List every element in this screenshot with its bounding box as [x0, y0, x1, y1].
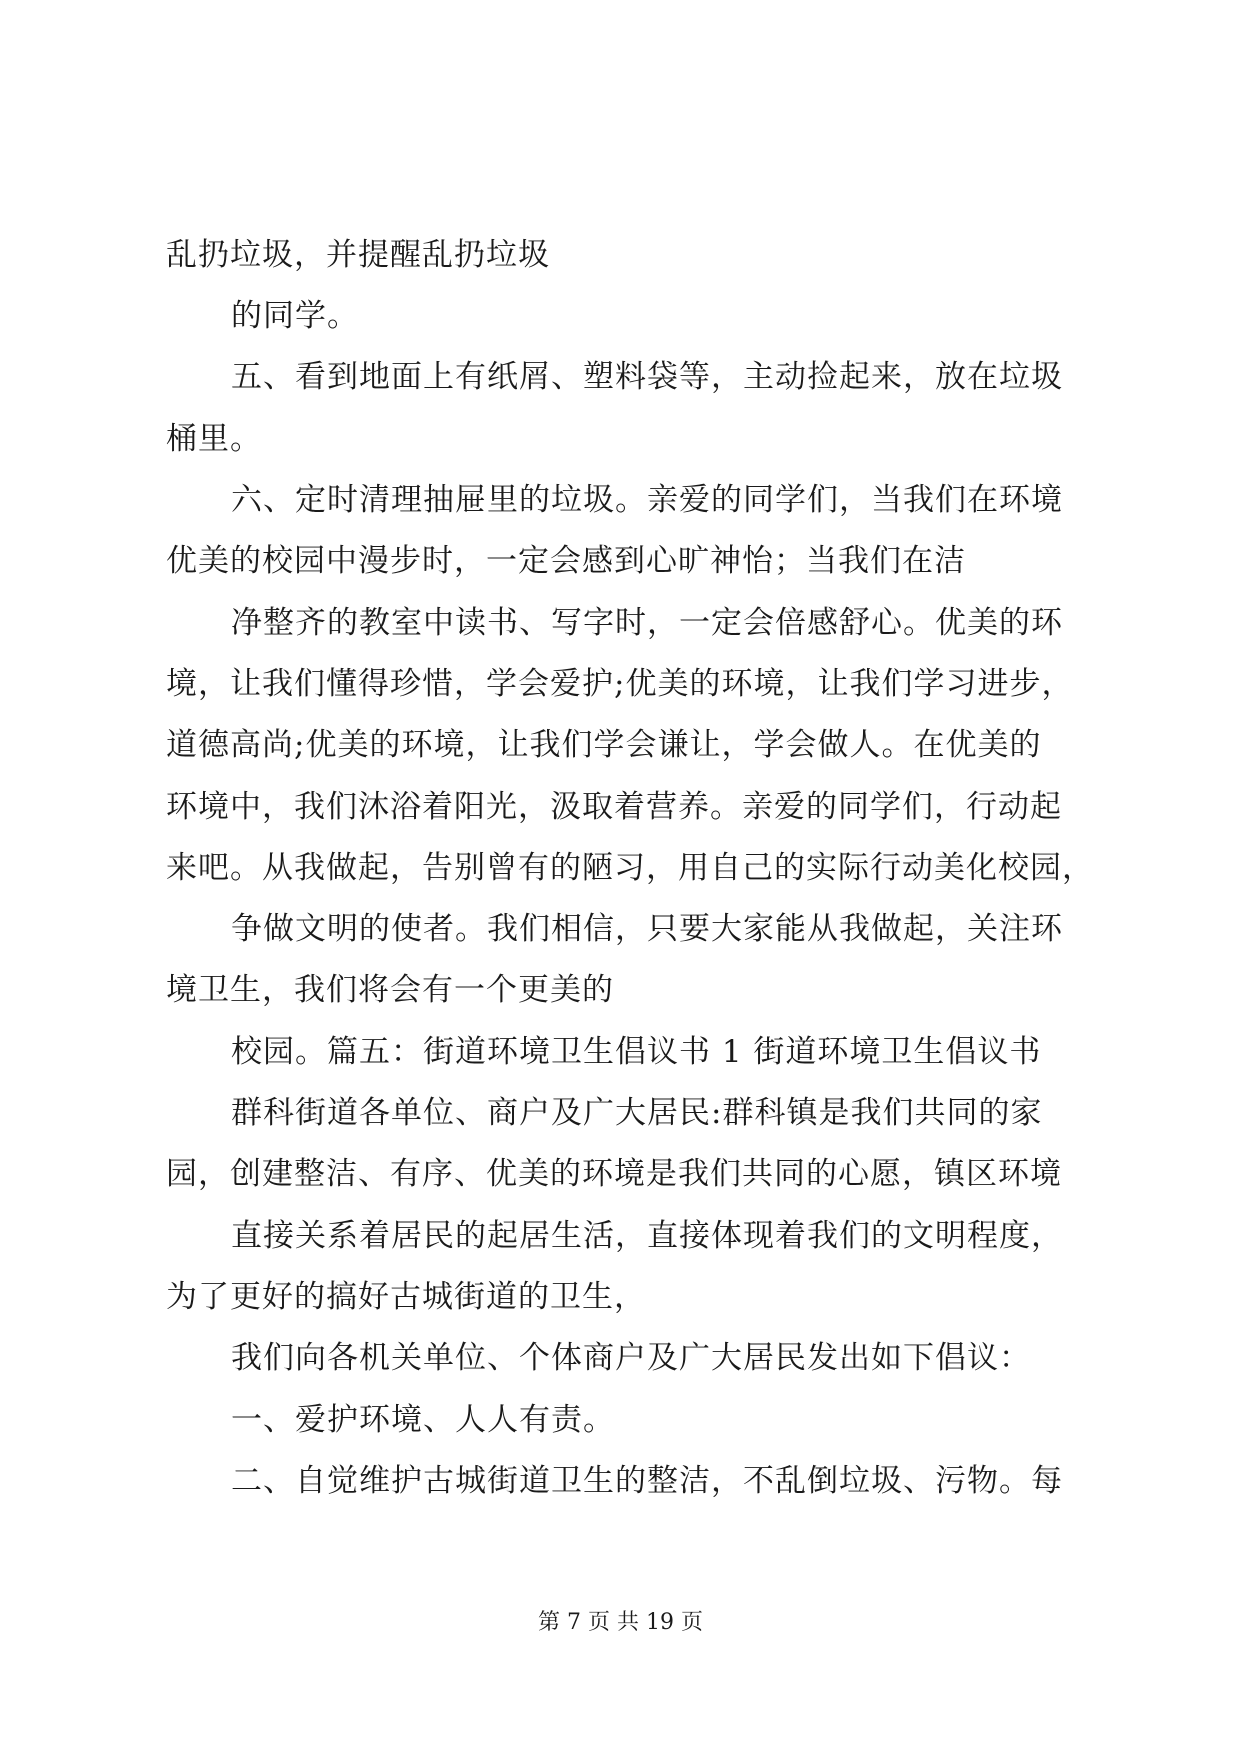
text-line: 优美的校园中漫步时，一定会感到心旷神怡；当我们在洁 — [166, 543, 966, 579]
text-line: 净整齐的教室中读书、写字时，一定会倍感舒心。优美的环 — [231, 605, 1063, 641]
page-number-footer: 第 7 页 共 19 页 — [538, 1610, 703, 1635]
text-line: 五、看到地面上有纸屑、塑料袋等，主动捡起来，放在垃圾 — [231, 359, 1063, 395]
text-line: 乱扔垃圾，并提醒乱扔垃圾 — [166, 237, 550, 273]
text-line: 桶里。 — [166, 421, 262, 457]
text-line: 园，创建整洁、有序、优美的环境是我们共同的心愿，镇区环境 — [166, 1156, 1062, 1192]
text-line: 环境中，我们沐浴着阳光，汲取着营养。亲爱的同学们，行动起 — [166, 789, 1062, 825]
text-line: 为了更好的搞好古城街道的卫生， — [166, 1279, 646, 1315]
text-line: 境卫生，我们将会有一个更美的 — [166, 972, 614, 1008]
text-line: 六、定时清理抽屉里的垃圾。亲爱的同学们，当我们在环境 — [231, 482, 1063, 518]
text-line: 的同学。 — [231, 298, 359, 334]
text-line: 来吧。从我做起，告别曾有的陋习，用自己的实际行动美化校园， — [166, 850, 1094, 886]
text-line: 群科街道各单位、商户及广大居民:群科镇是我们共同的家 — [231, 1095, 1043, 1131]
text-line: 道德高尚;优美的环境，让我们学会谦让，学会做人。在优美的 — [166, 727, 1042, 763]
text-line: 争做文明的使者。我们相信，只要大家能从我做起，关注环 — [231, 911, 1063, 947]
text-line: 二、自觉维护古城街道卫生的整洁，不乱倒垃圾、污物。每 — [231, 1463, 1063, 1499]
text-line: 校园。篇五：街道环境卫生倡议书 1 街道环境卫生倡议书 — [231, 1034, 1042, 1070]
text-line: 一、爱护环境、人人有责。 — [231, 1402, 615, 1438]
text-line: 我们向各机关单位、个体商户及广大居民发出如下倡议： — [231, 1340, 1031, 1376]
text-line: 直接关系着居民的起居生活，直接体现着我们的文明程度， — [231, 1218, 1063, 1254]
text-line: 境，让我们懂得珍惜，学会爱护;优美的环境，让我们学习进步， — [166, 666, 1074, 702]
